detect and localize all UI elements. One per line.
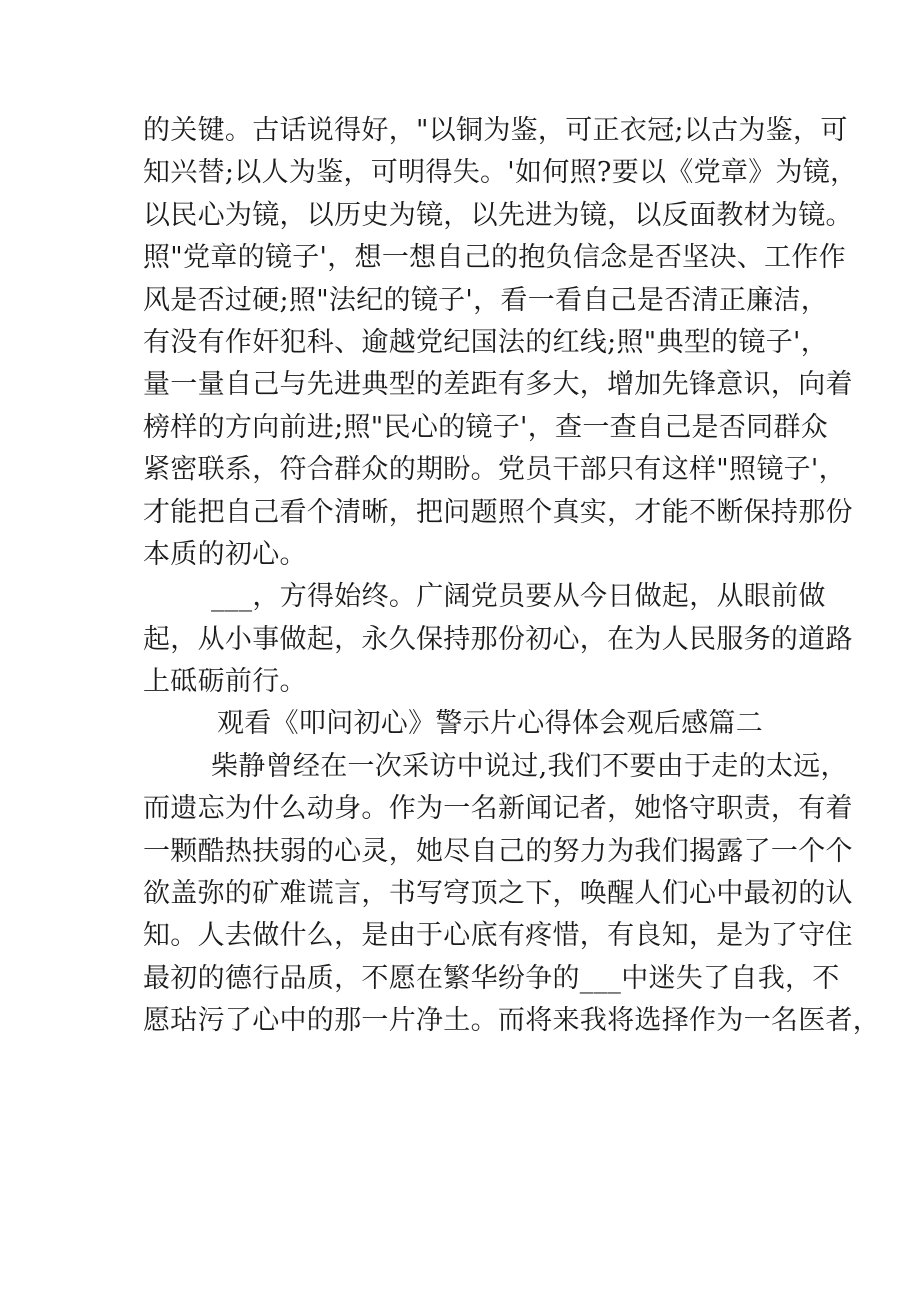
text-line: 最初的德行品质，不愿在繁华纷争的___中迷失了自我，不 [143, 962, 840, 994]
text-line: 上砥砺前行。 [143, 666, 307, 698]
text-line: 量一量自己与先进典型的差距有多大，增加先锋意识，向着 [143, 369, 853, 401]
text-line: 起，从小事做起，永久保持那份初心，在为人民服务的道路 [143, 623, 853, 655]
text-line: 本质的初心。 [143, 538, 307, 570]
text-line: 照"党章的镜子'，想一想自己的抱负信念是否坚决、工作作 [143, 242, 846, 274]
text-line: 紧密联系，符合群众的期盼。党员干部只有这样"照镜子'， [143, 454, 846, 486]
text-line: 而遗忘为什么动身。作为一名新闻记者，她恪守职责，有着 [143, 793, 853, 825]
text-line: 有没有作奸犯科、逾越党纪国法的红线;照"典型的镜子'， [143, 326, 829, 358]
text-line: 柴静曾经在一次采访中说过,我们不要由于走的太远， [211, 750, 848, 782]
text-line: 榜样的方向前进;照"民心的镜子'，查一查自己是否同群众 [143, 411, 829, 443]
paragraph-3 [143, 746, 881, 1043]
text-line: 一颗酷热扶弱的心灵，她尽自己的努力为我们揭露了一个个 [143, 835, 853, 867]
text-line: 才能把自己看个清晰，把问题照个真实，才能不断保持那份 [143, 496, 853, 528]
document-body [143, 110, 881, 1043]
paragraph-2 [143, 576, 853, 703]
text-line: 以民心为镜，以历史为镜，以先进为镜，以反面教材为镜。 [143, 199, 853, 231]
paragraph-1 [143, 110, 858, 576]
text-line: ___，方得始终。广阔党员要从今日做起，从眼前做 [211, 581, 826, 613]
text-line: 知兴替;以人为鉴，可明得失。'如何照?要以《党章》为镜， [143, 157, 858, 189]
text-line: 欲盖弥的矿难谎言，书写穹顶之下，唤醒人们心中最初的认 [143, 878, 853, 910]
text-line: 知。人去做什么，是由于心底有疼惜，有良知，是为了守住 [143, 920, 853, 952]
section-heading: 观看《叩问初心》警示片心得体会观后感篇二 [217, 708, 763, 740]
text-line: 风是否过硬;照"法纪的镜子'，看一看自己是否清正廉洁， [143, 284, 829, 316]
text-line: 愿玷污了心中的那一片净土。而将来我将选择作为一名医者， [143, 1005, 881, 1037]
text-line: 的关键。古话说得好，"以铜为鉴，可正衣冠;以古为鉴，可 [143, 115, 848, 146]
